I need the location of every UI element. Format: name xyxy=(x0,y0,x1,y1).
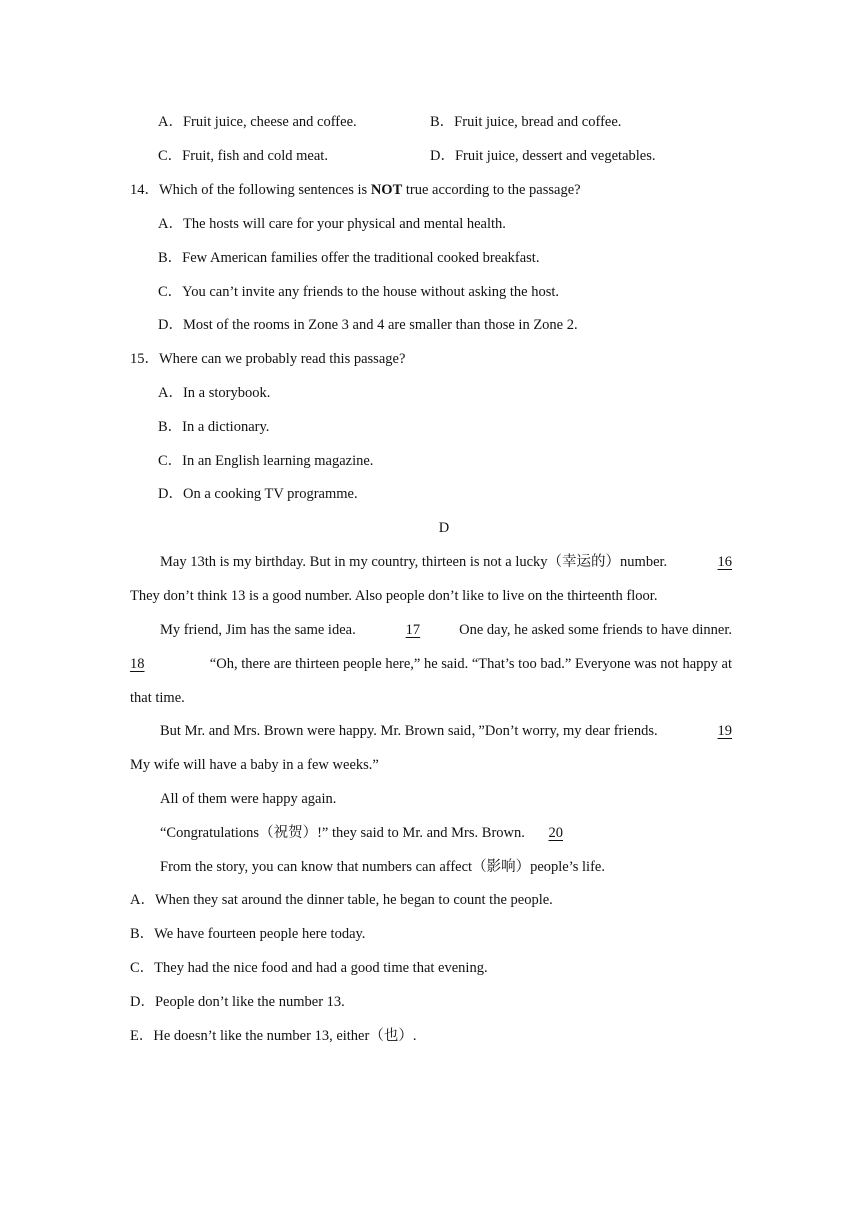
q13-option-a: A．Fruit juice, cheese and coffee. xyxy=(158,114,357,130)
d-option-c: C．They had the nice food and had a good time that evening. xyxy=(130,960,488,976)
blank-20: 20 xyxy=(548,825,563,841)
q14-option-d: D．Most of the rooms in Zone 3 and 4 are smaller than those in Zone 2. xyxy=(158,317,578,333)
q15-stem: 15．Where can we probably read this passage? xyxy=(130,351,406,367)
blank-16: 16 xyxy=(717,554,732,570)
q13-option-c: C．Fruit, fish and cold meat. xyxy=(158,148,328,164)
passage-paragraph-1-line-1: May 13th is my birthday. But in my country, thirteen is not a lucky（幸运的）number. 16 xyxy=(160,554,732,570)
passage-paragraph-6: From the story, you can know that numbers can affect（影响）people’s life. xyxy=(160,859,605,875)
passage-paragraph-2-line-1: My friend, Jim has the same idea. 17 One day, he asked some friends to have dinner. xyxy=(160,622,732,638)
passage-paragraph-3-line-2: My wife will have a baby in a few weeks.” xyxy=(130,757,379,773)
q14-stem-emphasis: NOT xyxy=(370,182,403,198)
passage-paragraph-5: “Congratulations（祝贺）!” they said to Mr. and Mrs. Brown. 20 xyxy=(160,824,577,842)
q15-option-b: B．In a dictionary. xyxy=(158,419,270,435)
q14-stem: 14．Which of the following sentences is NOT true according to the passage? xyxy=(130,182,581,198)
d-option-e: E．He doesn’t like the number 13, either（也）. xyxy=(130,1028,417,1044)
section-heading: D xyxy=(438,520,450,536)
q14-option-b: B．Few American families offer the traditional cooked breakfast. xyxy=(158,250,540,266)
blank-19: 19 xyxy=(717,723,732,739)
blank-18: 18 xyxy=(130,656,145,672)
d-option-b: B．We have fourteen people here today. xyxy=(130,926,366,942)
q13-option-d: D．Fruit juice, dessert and vegetables. xyxy=(430,148,656,164)
q13-option-b: B．Fruit juice, bread and coffee. xyxy=(430,114,622,130)
q15-option-c: C．In an English learning magazine. xyxy=(158,453,374,469)
d-option-d: D．People don’t like the number 13. xyxy=(130,994,345,1010)
passage-paragraph-4: All of them were happy again. xyxy=(160,791,337,807)
blank-17: 17 xyxy=(405,622,421,638)
q15-option-d: D．On a cooking TV programme. xyxy=(158,486,358,502)
q15-option-a: A．In a storybook. xyxy=(158,385,271,401)
passage-paragraph-2-line-2: 18 “Oh, there are thirteen people here,” he said. “That’s too bad.” Everyone was not happy at xyxy=(130,656,732,672)
passage-paragraph-3-line-1: But Mr. and Mrs. Brown were happy. Mr. Brown said，”Don’t worry, my dear friends. 19 xyxy=(160,723,732,739)
passage-paragraph-2-line-3: that time. xyxy=(130,690,185,706)
q14-option-a: A．The hosts will care for your physical and mental health. xyxy=(158,216,506,232)
d-option-a: A．When they sat around the dinner table, he began to count the people. xyxy=(130,892,553,908)
q14-option-c: C．You can’t invite any friends to the house without asking the host. xyxy=(158,284,560,300)
passage-paragraph-1-line-2: They don’t think 13 is a good number. Also people don’t like to live on the thirteenth floor. xyxy=(130,588,658,604)
